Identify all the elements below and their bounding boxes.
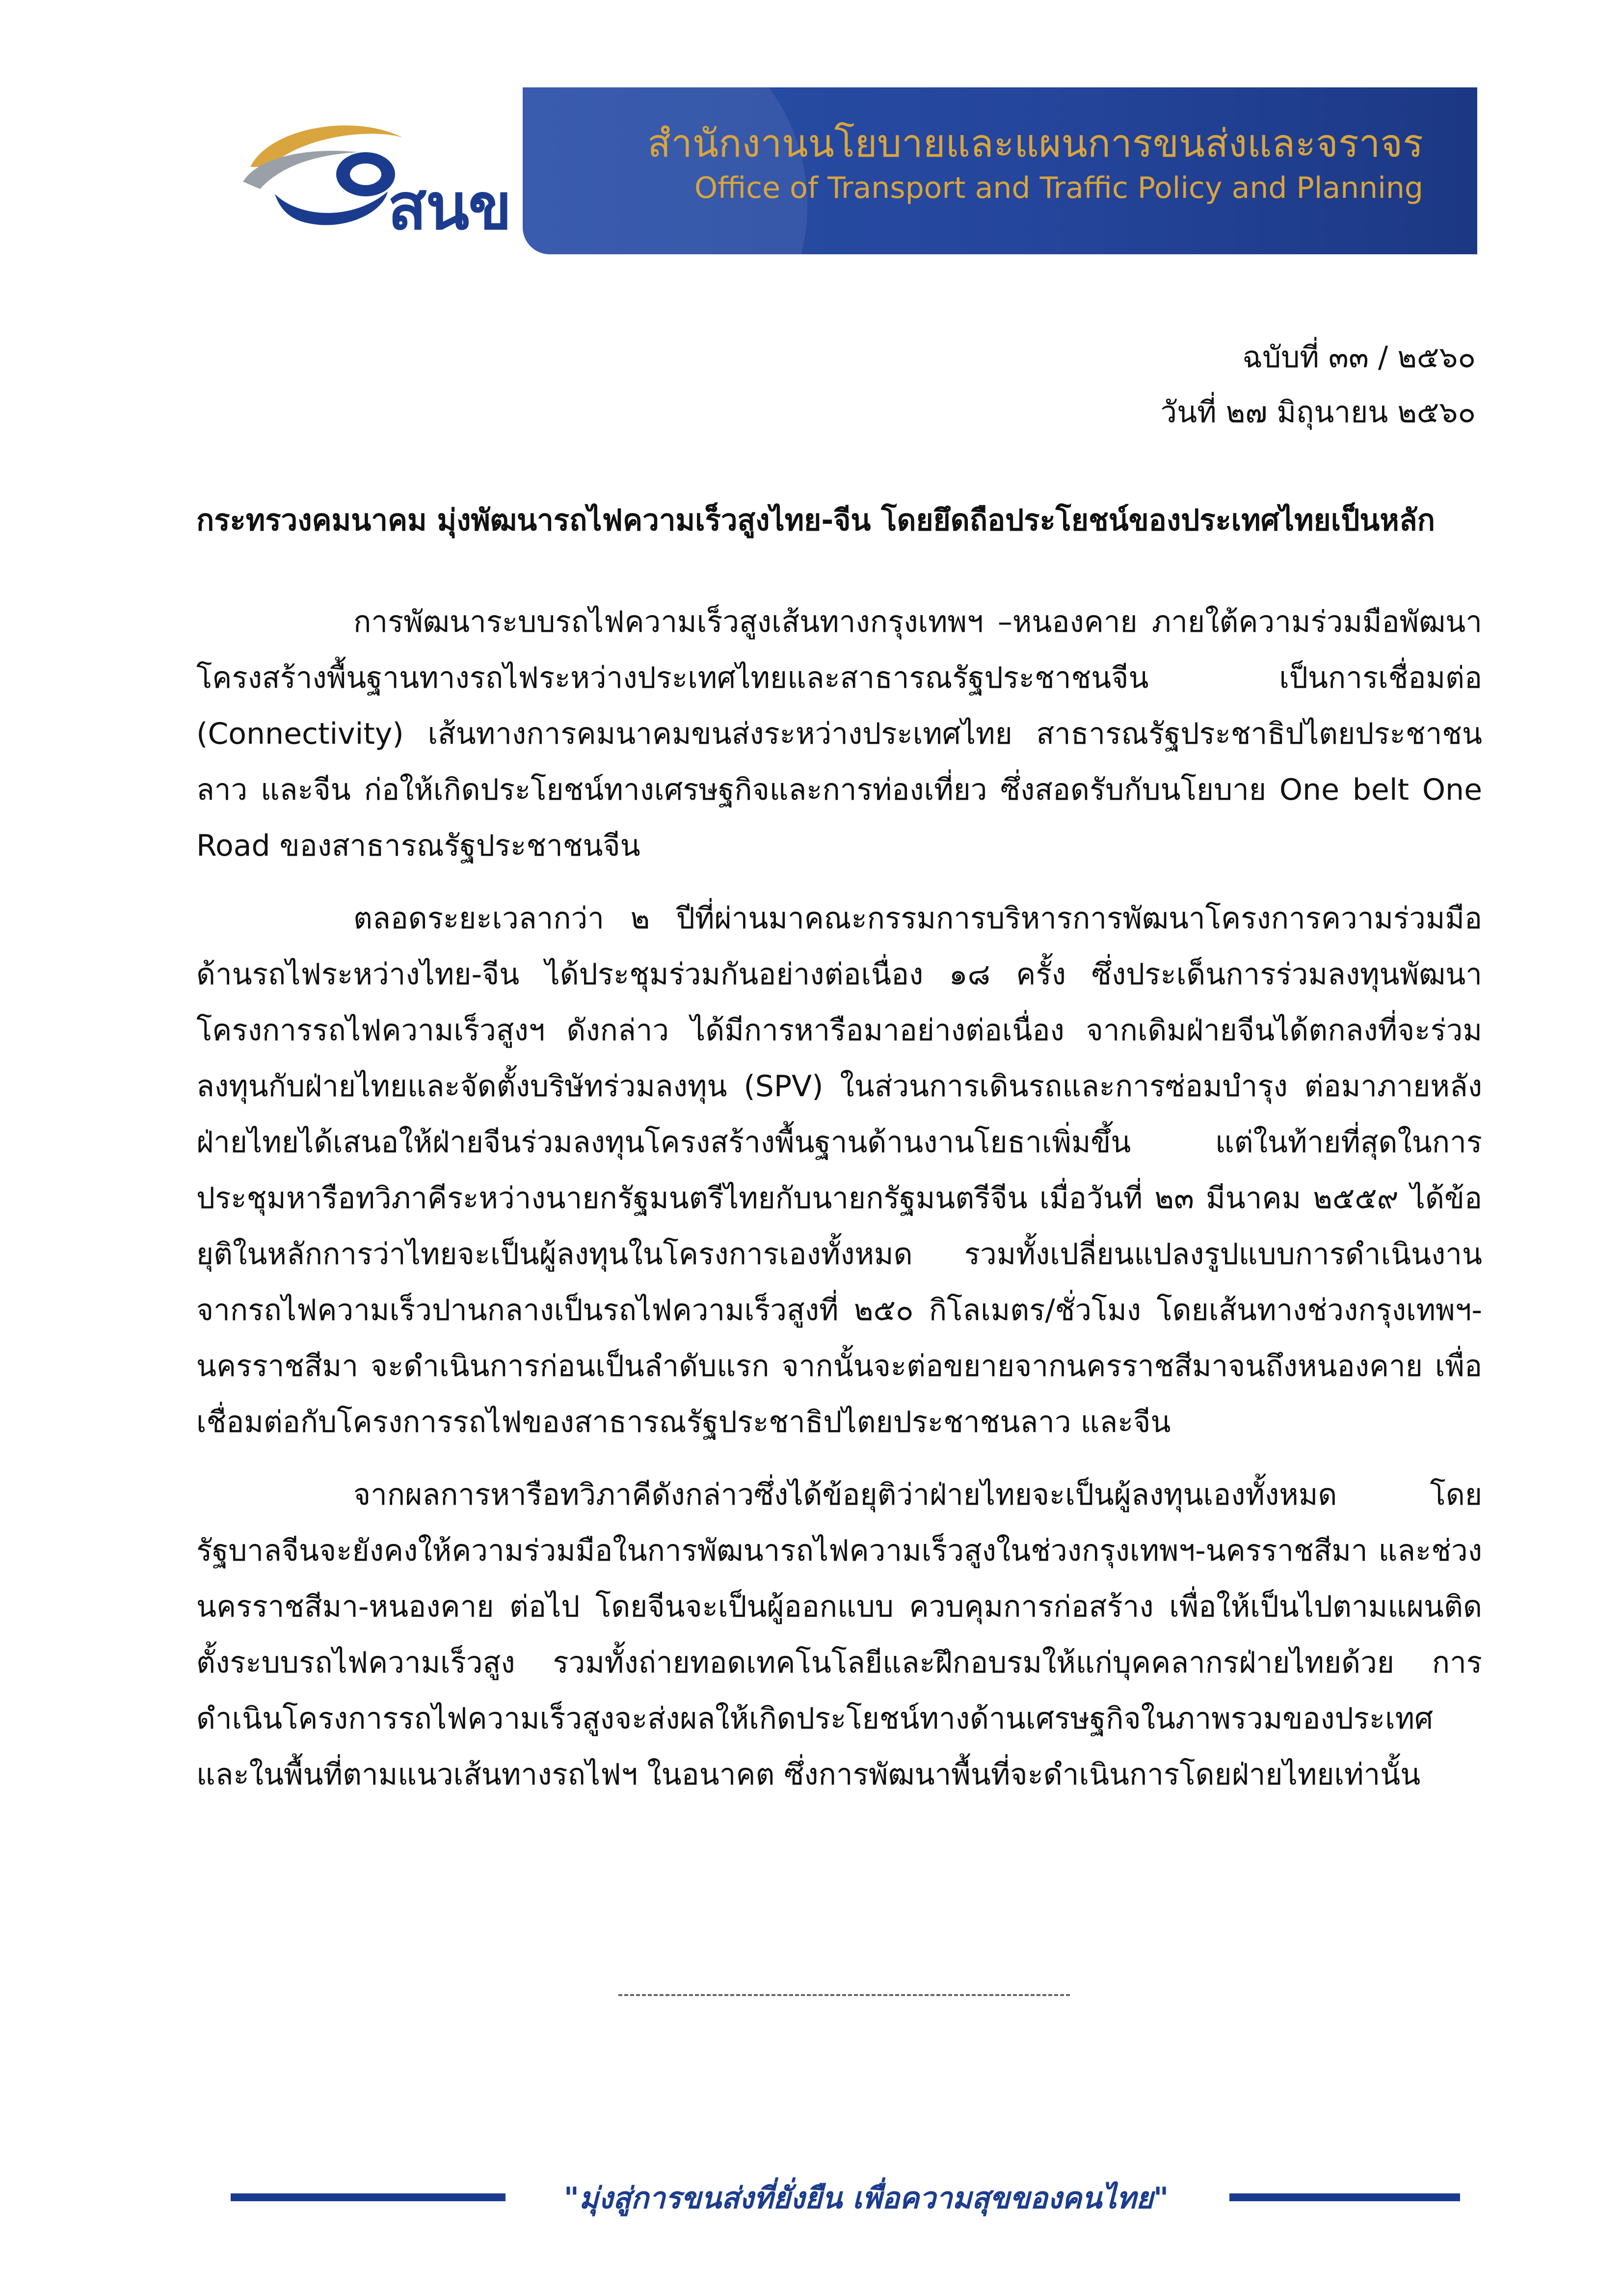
header-banner [523, 87, 1477, 254]
footer-line-left [231, 2193, 506, 2201]
body-paragraph-2: ตลอดระยะเวลากว่า ๒ ปีที่ผ่านมาคณะกรรมการบริหารการพัฒนาโครงการความร่วมมือด้านรถไฟระหว่างไทย-จีน ได้ประชุมร่วมกันอย่างต่อเนื่อง ๑๘ ครั้ง ซึ่งประเด็นการร่วมลงทุนพัฒนาโครงการรถไฟความเร็วสูงฯ ดังกล่าว ได้มีการหารือมาอย่างต่อเนื่อง จากเดิมฝ่ายจีนได้ตกลงที่จะร่วมลงทุนกับฝ่ายไทยและจัดตั้งบริษัทร่วมลงทุน (SPV) ในส่วนการเดินรถและการซ่อมบำรุง ต่อมาภายหลังฝ่ายไทยได้เสนอให้ฝ่ายจีนร่วมลงทุนโครงสร้างพื้นฐานด้านงานโยธาเพิ่มขึ้น แต่ในท้ายที่สุดในการประชุมหารือทวิภาคีระหว่างนายกรัฐมนตรีไทยกับนายกรัฐมนตรีจีน เมื่อวันที่ ๒๓ มีนาคม ๒๕๕๙ ได้ข้อยุติในหลักการว่าไทยจะเป็นผู้ลงทุนในโครงการเองทั้งหมด รวมทั้งเปลี่ยนแปลงรูปแบบการดำเนินงานจากรถไฟความเร็วปานกลางเป็นรถไฟความเร็วสูงที่ ๒๕๐ กิโลเมตร/ชั่วโมง โดยเส้นทางช่วงกรุงเทพฯ-นครราชสีมา จะดำเนินการก่อนเป็นลำดับแรก จากนั้นจะต่อขยายจากนครราชสีมาจนถึงหนองคาย เพื่อเชื่อมต่อกับโครงการรถไฟของสาธารณรัฐประชาธิปไตยประชาชนลาว และจีน [196, 901, 1482, 1439]
end-divider [618, 1994, 1070, 1996]
body-paragraph-1: การพัฒนาระบบรถไฟความเร็วสูงเส้นทางกรุงเทพฯ –หนองคาย ภายใต้ความร่วมมือพัฒนาโครงสร้างพื้นฐานทางรถไฟระหว่างประเทศไทยและสาธารณรัฐประชาชนจีน เป็นการเชื่อมต่อ (Connectivity) เส้นทางการคมนาคมขนส่งระหว่างประเทศไทย สาธารณรัฐประชาธิปไตยประชาชนลาว และจีน ก่อให้เกิดประโยชน์ทางเศรษฐกิจและการท่องเที่ยว ซึ่งสอดรับกับนโยบาย One belt One Road ของสาธารณรัฐประชาชนจีน [196, 605, 1482, 863]
footer-slogan: "มุ่งสู่การขนส่งที่ยั่งยืน เพื่อความสุขของคนไทย" [563, 2181, 1169, 2215]
press-release-title: กระทรวงคมนาคม มุ่งพัฒนารถไฟความเร็วสูงไทย-จีน โดยยึดถือประโยชน์ของประเทศไทยเป็นหลัก [196, 503, 1435, 538]
org-name-thai: สำนักงานนโยบายและแผนการขนส่งและจราจร [647, 122, 1423, 166]
issue-number: ฉบับที่ ๓๓ / ๒๕๖๐ [1242, 340, 1476, 375]
logo-text: สนข [388, 169, 511, 244]
org-name-english: Office of Transport and Traffic Policy and Planning [694, 171, 1423, 205]
issue-date: วันที่ ๒๗ มิถุนายน ๒๕๖๐ [1160, 395, 1476, 430]
body-paragraph-3: จากผลการหารือทวิภาคีดังกล่าวซึ่งได้ข้อยุติว่าฝ่ายไทยจะเป็นผู้ลงทุนเองทั้งหมด โดยรัฐบาลจีนจะยังคงให้ความร่วมมือในการพัฒนารถไฟความเร็วสูงในช่วงกรุงเทพฯ-นครราชสีมา และช่วงนครราชสีมา-หนองคาย ต่อไป โดยจีนจะเป็นผู้ออกแบบ ควบคุมการก่อสร้าง เพื่อให้เป็นไปตามแผนติดตั้งระบบรถไฟความเร็วสูง รวมทั้งถ่ายทอดเทคโนโลยีและฝึกอบรมให้แก่บุคคลากรฝ่ายไทยด้วย การดำเนินโครงการรถไฟความเร็วสูงจะส่งผลให้เกิดประโยชน์ทางด้านเศรษฐกิจในภาพรวมของประเทศ และในพื้นที่ตามแนวเส้นทางรถไฟฯ ในอนาคต ซึ่งการพัฒนาพื้นที่จะดำเนินการโดยฝ่ายไทยเท่านั้น [196, 1478, 1482, 1792]
press-release-body [196, 594, 1482, 1819]
footer-line-right [1229, 2193, 1460, 2201]
